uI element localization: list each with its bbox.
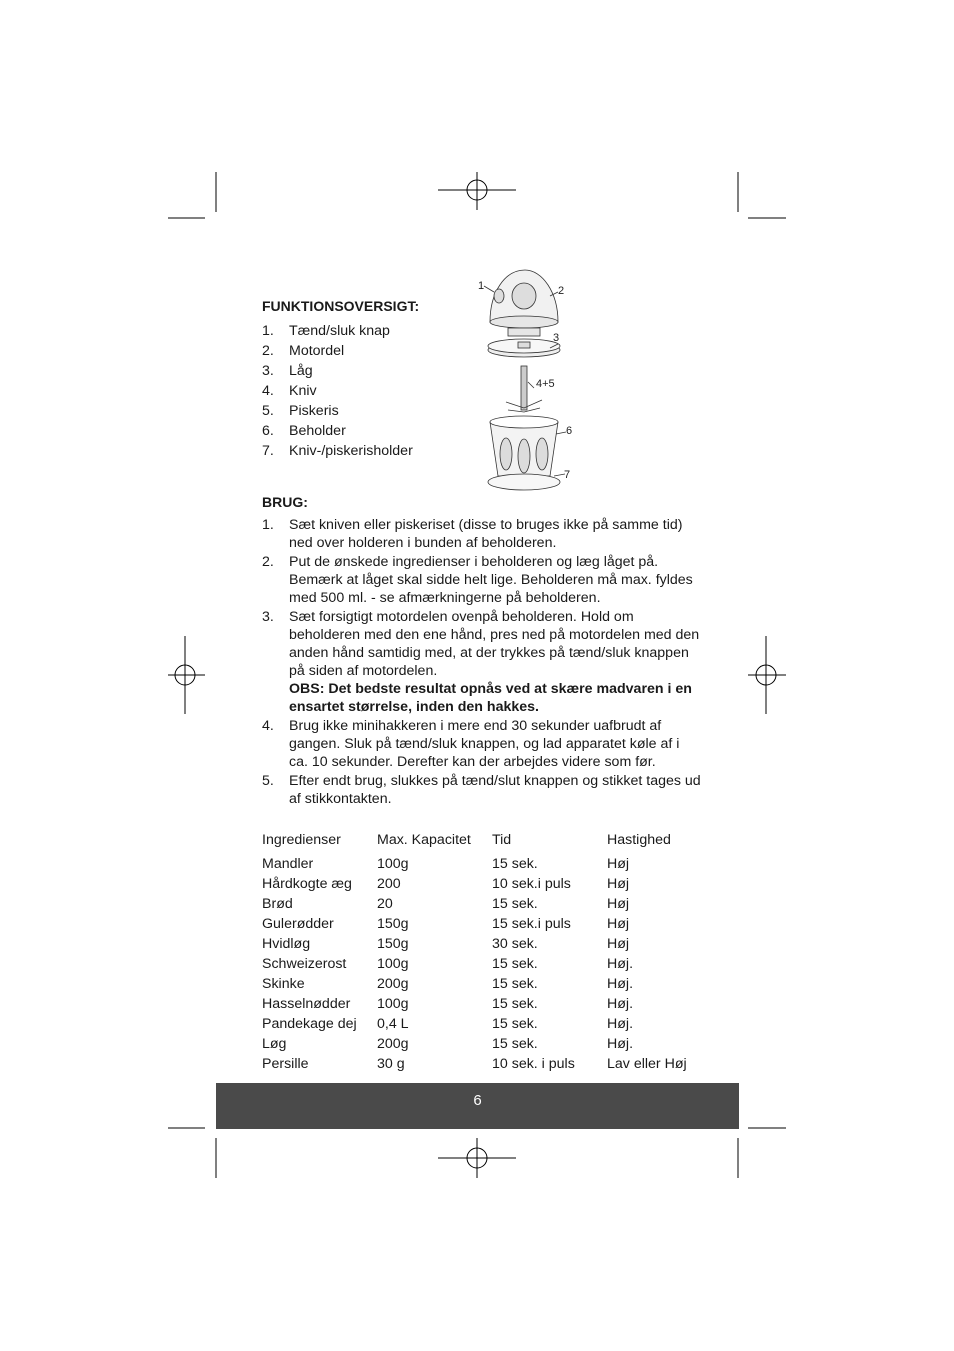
- callout-1: 1: [478, 280, 485, 292]
- table-row: Gulerødder 150g 15 sek.i puls Høj: [262, 916, 630, 932]
- table-row: Løg 200g 15 sek. Høj.: [262, 1036, 634, 1052]
- parts-list: [262, 321, 413, 461]
- page-number: 6: [473, 1092, 482, 1109]
- table-row: Hasselnødder 100g 15 sek. Høj.: [262, 996, 634, 1012]
- callout-7: 7: [564, 469, 571, 481]
- list-item: 3. Sæt forsigtigt motordelen ovenpå beholderen. Hold om beholderen med den ene hånd, pres ned på motordelen med den anden hånd samtidig med, at der trykkes på tænd/sluk knappen på siden af motordelen. OBS: Det bedste resultat opnås ved at skære madvaren i en ensartet størrelse, inden den hakkes.: [262, 608, 702, 716]
- table-row: Mandler 100g 15 sek. Høj: [262, 856, 630, 872]
- mini-chopper-diagram: [470, 262, 590, 502]
- table-header-row: [262, 828, 707, 854]
- table-row: Skinke 200g 15 sek. Høj.: [262, 976, 634, 992]
- base-illustration: [488, 474, 560, 490]
- list-item: 1. Sæt kniven eller piskeriset (disse to bruges ikke på samme tid) ned over holderen i bunden af beholderen.: [262, 517, 683, 551]
- callout-3: 3: [553, 332, 560, 344]
- list-item: 7. Kniv-/piskerisholder: [262, 443, 413, 459]
- usage-heading: BRUG:: [262, 494, 308, 510]
- table-row: Pandekage dej 0,4 L 15 sek. Høj.: [262, 1016, 634, 1032]
- list-item: 2. Motordel: [262, 343, 345, 359]
- column-header: Ingredienser: [262, 832, 341, 848]
- table-row: Brød 20 15 sek. Høj: [262, 896, 630, 912]
- list-item: 4. Kniv: [262, 383, 317, 399]
- table-row: Hvidløg 150g 30 sek. Høj: [262, 936, 630, 952]
- list-item: 4. Brug ikke minihakkeren i mere end 30 sekunder uafbrudt af gangen. Sluk på tænd/sluk knappen, og lad apparatet køle af i ca. 10 sekunder. Derefter kan der arbejdes videre som før.: [262, 718, 680, 770]
- list-item: 1. Tænd/sluk knap: [262, 323, 390, 339]
- table-row: Hårdkogte æg 200 10 sek.i puls Høj: [262, 876, 630, 892]
- overview-heading: FUNKTIONSOVERSIGT:: [262, 298, 420, 314]
- note-text: OBS: Det bedste resultat opnås ved at skære madvaren i en ensartet størrelse, inden den hakkes.: [289, 681, 692, 715]
- callout-6: 6: [566, 425, 573, 437]
- list-item: 6. Beholder: [262, 423, 346, 439]
- table-row: Persille 30 g 10 sek. i puls Lav eller Høj: [262, 1056, 687, 1072]
- table-row: Schweizerost 100g 15 sek. Høj.: [262, 956, 634, 972]
- capacity-table: [262, 828, 707, 1074]
- column-header: Max. Kapacitet: [377, 832, 471, 848]
- usage-steps: [262, 516, 702, 809]
- list-item: 5. Efter endt brug, slukkes på tænd/slut knappen og stikket tages ud af stikkontakten.: [262, 773, 701, 807]
- callout-4-5: 4+5: [536, 378, 555, 390]
- registration-mark-left: [168, 636, 205, 714]
- column-header: Tid: [492, 832, 512, 848]
- list-item: 5. Piskeris: [262, 403, 339, 419]
- list-item: 3. Låg: [262, 363, 313, 379]
- blade-illustration: [521, 366, 527, 410]
- registration-mark-bottom: [438, 1138, 516, 1178]
- column-header: Hastighed: [607, 832, 671, 848]
- registration-mark-right: [748, 636, 786, 714]
- callout-2: 2: [558, 285, 565, 297]
- registration-mark-top: [438, 172, 516, 210]
- list-item: 2. Put de ønskede ingredienser i beholderen og læg låget på. Bemærk at låget skal sidde helt lige. Beholderen må max. fyldes med 500 ml. - se afmærkningerne på beholderen.: [262, 554, 693, 606]
